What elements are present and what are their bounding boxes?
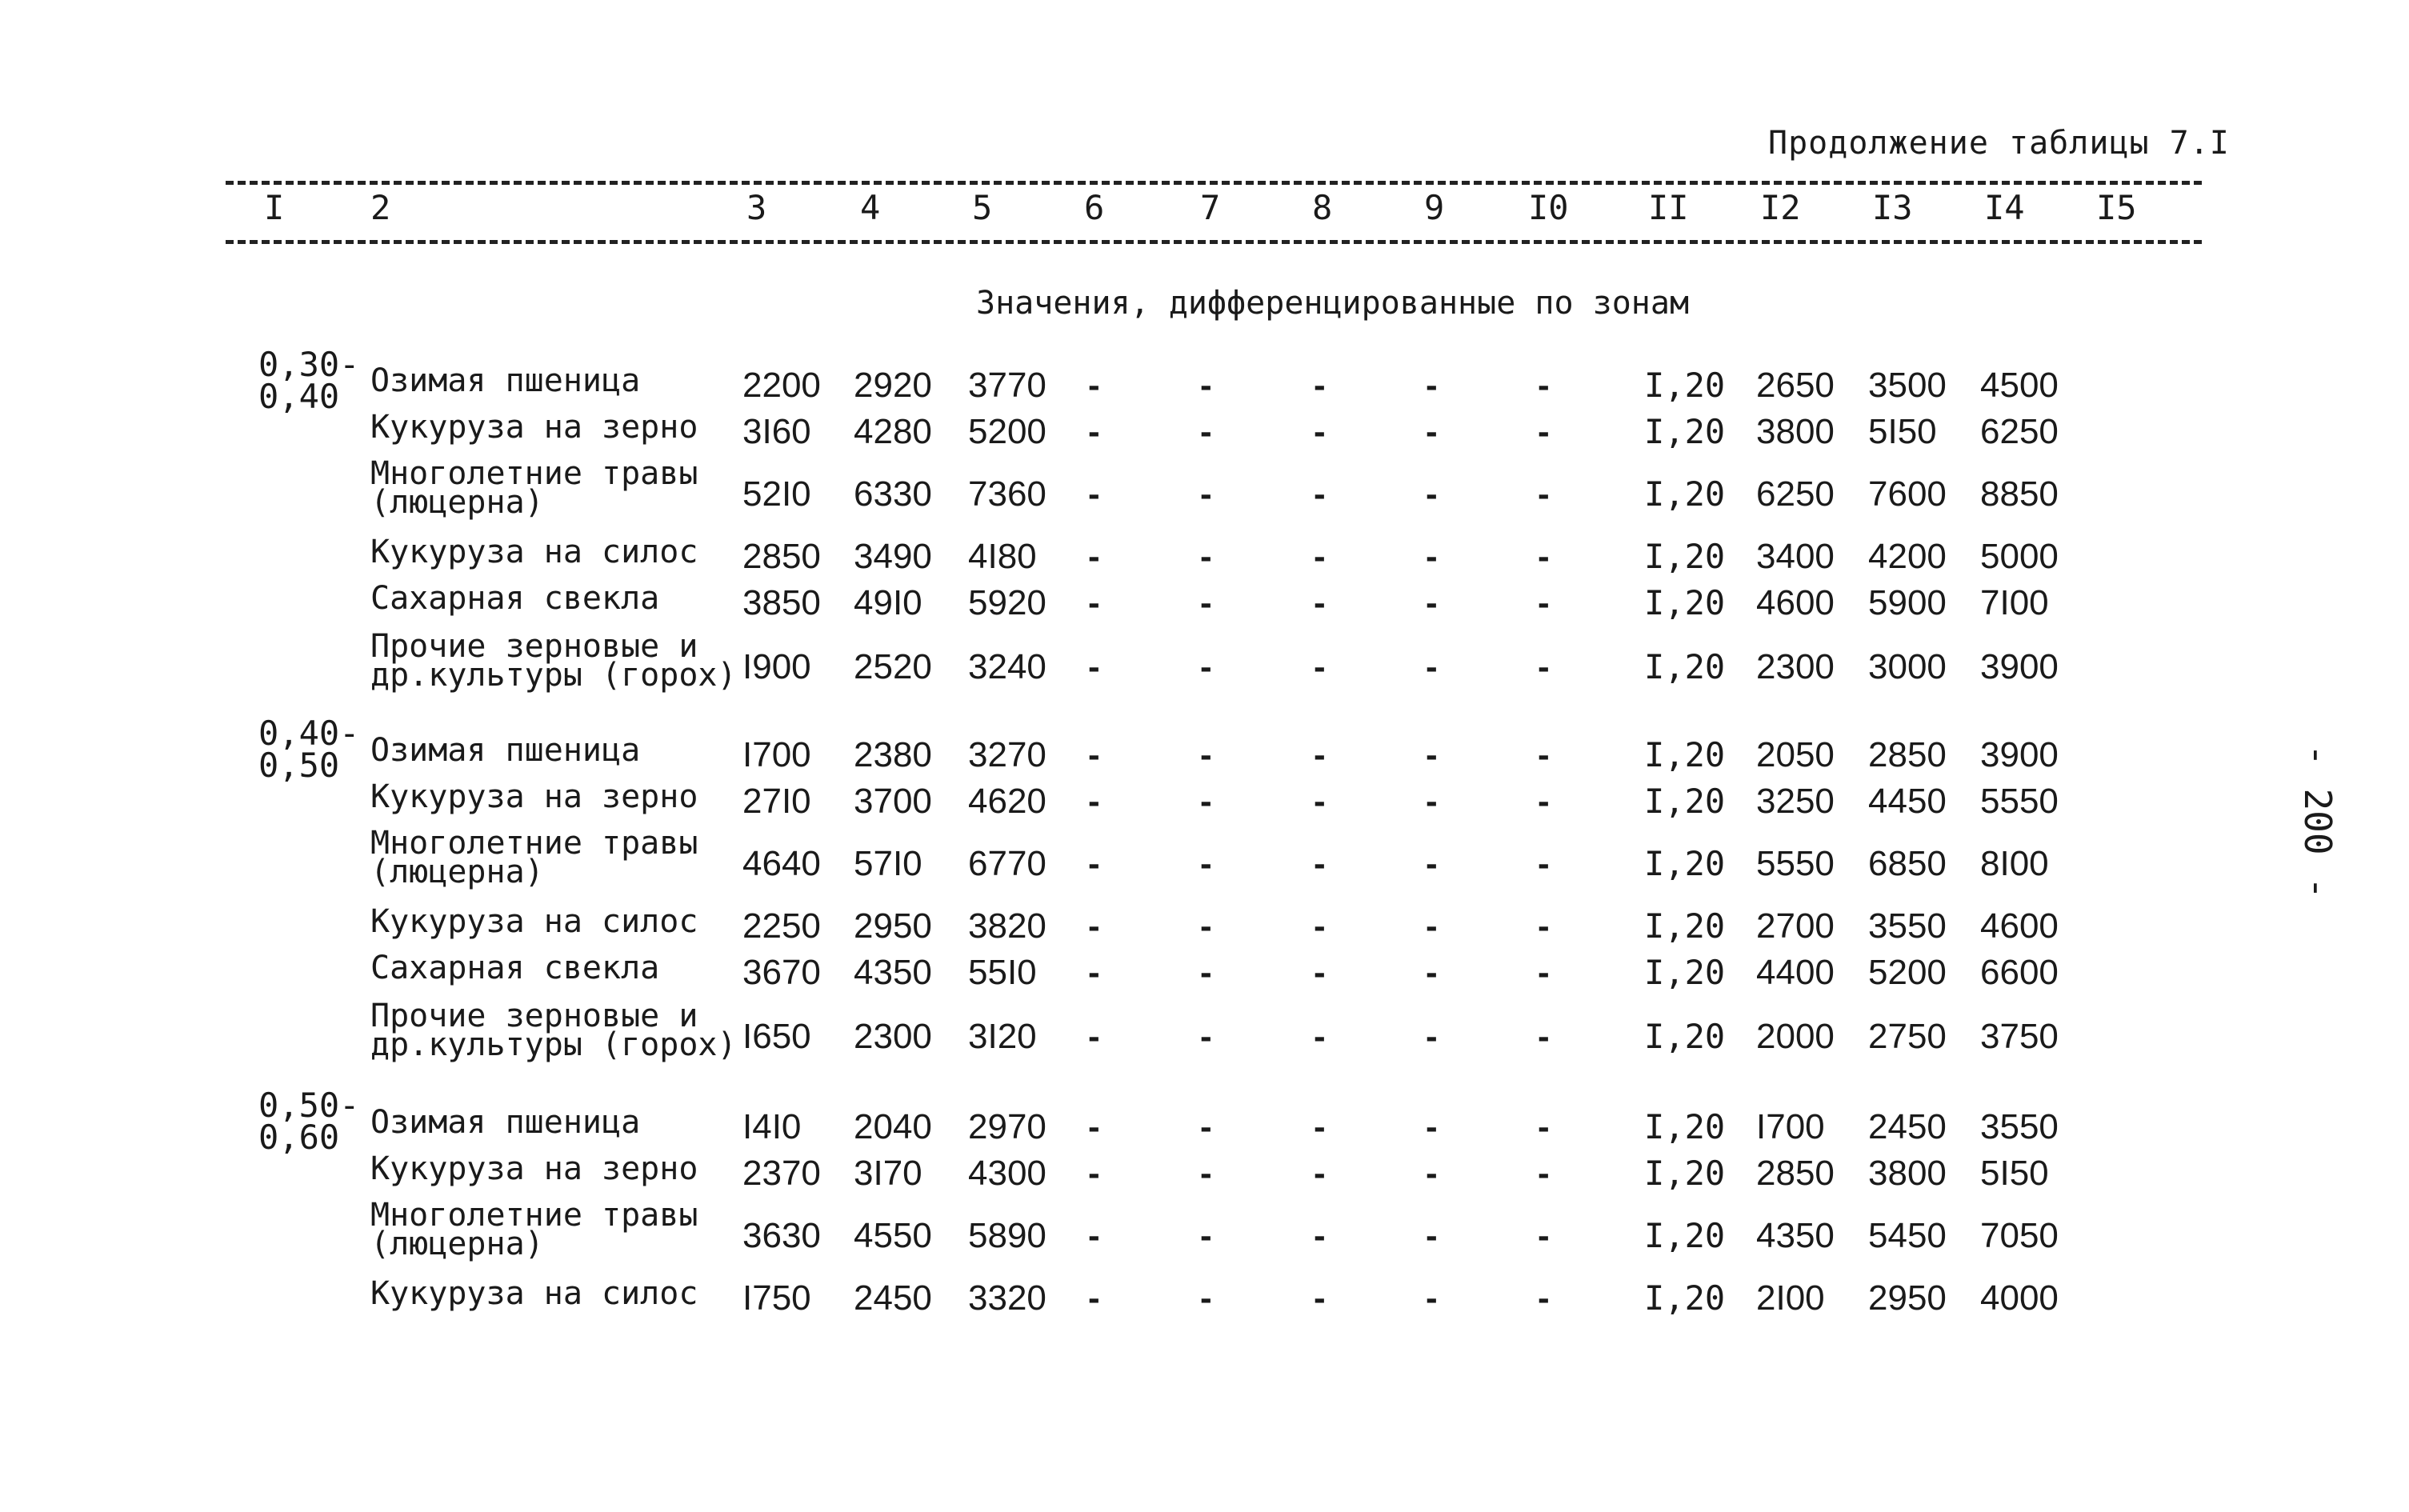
cell-d10: -: [1538, 366, 1550, 405]
crop-name: [370, 950, 660, 986]
cell-d9: -: [1426, 366, 1438, 405]
header-col-5: 5: [972, 188, 993, 227]
cell-v12: 2650: [1756, 366, 1835, 405]
cell-d8: -: [1314, 906, 1326, 946]
group-range-line: 0,60: [258, 1118, 340, 1157]
cell-d10: -: [1538, 906, 1550, 946]
cell-v14: 3900: [1980, 735, 2059, 774]
cell-v5: 6770: [968, 844, 1046, 883]
cell-v13: 5200: [1868, 953, 1947, 992]
cell-d10: -: [1538, 412, 1550, 451]
cell-v11: I,20: [1644, 1278, 1726, 1318]
cell-d8: -: [1314, 735, 1326, 774]
cell-v3: 3630: [742, 1216, 821, 1255]
cell-d8: -: [1314, 1154, 1326, 1193]
page-number: - 200 -: [2295, 744, 2339, 899]
cell-v14: 5I50: [1980, 1154, 2049, 1193]
cell-d6: -: [1088, 735, 1100, 774]
crop-name-line: Многолетние травы: [370, 455, 698, 492]
cell-d9: -: [1426, 583, 1438, 622]
cell-v14: 7050: [1980, 1216, 2059, 1255]
cell-v11: I,20: [1644, 735, 1726, 774]
cell-v13: 2850: [1868, 735, 1947, 774]
group-range-line: 0,50: [258, 746, 340, 785]
cell-d10: -: [1538, 537, 1550, 576]
cell-v11: I,20: [1644, 366, 1726, 405]
cell-v14: 3750: [1980, 1017, 2059, 1056]
cell-d7: -: [1200, 474, 1212, 514]
cell-v5: 3240: [968, 647, 1046, 686]
cell-d8: -: [1314, 1107, 1326, 1146]
header-col-10: I0: [1528, 188, 1569, 227]
crop-name: [370, 825, 698, 890]
cell-v3: I900: [742, 647, 811, 686]
crop-name: [370, 628, 737, 694]
cell-v12: 6250: [1756, 474, 1835, 514]
cell-d7: -: [1200, 1216, 1212, 1255]
cell-d9: -: [1426, 1216, 1438, 1255]
crop-name-line: Озимая пшеница: [370, 732, 641, 769]
cell-d7: -: [1200, 366, 1212, 405]
cell-v11: I,20: [1644, 782, 1726, 821]
cell-d10: -: [1538, 735, 1550, 774]
cell-v14: 8850: [1980, 474, 2059, 514]
cell-v5: 7360: [968, 474, 1046, 514]
crop-name-line: Кукуруза на силос: [370, 1275, 698, 1312]
header-top-rule: [226, 181, 2202, 185]
cell-d7: -: [1200, 782, 1212, 821]
header-col-1: I: [264, 188, 285, 227]
cell-d8: -: [1314, 953, 1326, 992]
header-col-9: 9: [1424, 188, 1445, 227]
header-col-6: 6: [1084, 188, 1105, 227]
cell-d8: -: [1314, 366, 1326, 405]
cell-d9: -: [1426, 953, 1438, 992]
cell-d6: -: [1088, 366, 1100, 405]
crop-name-line: Многолетние травы: [370, 1197, 698, 1234]
crop-name: [370, 1150, 698, 1187]
cell-d7: -: [1200, 1278, 1212, 1318]
crop-name: [370, 1104, 641, 1141]
cell-d7: -: [1200, 906, 1212, 946]
cell-d6: -: [1088, 412, 1100, 451]
cell-d8: -: [1314, 583, 1326, 622]
cell-v3: 3670: [742, 953, 821, 992]
cell-v11: I,20: [1644, 537, 1726, 576]
cell-d8: -: [1314, 647, 1326, 686]
cell-v12: 4350: [1756, 1216, 1835, 1255]
crop-name-line: Прочие зерновые и: [370, 628, 698, 665]
cell-d6: -: [1088, 474, 1100, 514]
crop-name-line: Кукуруза на зерно: [370, 1150, 698, 1187]
cell-v5: 4300: [968, 1154, 1046, 1193]
cell-d6: -: [1088, 1278, 1100, 1318]
cell-v12: 2I00: [1756, 1278, 1825, 1318]
cell-d10: -: [1538, 1107, 1550, 1146]
cell-d7: -: [1200, 1017, 1212, 1056]
cell-d9: -: [1426, 1154, 1438, 1193]
cell-v13: 2450: [1868, 1107, 1947, 1146]
crop-name: [370, 732, 641, 769]
cell-v11: I,20: [1644, 474, 1726, 514]
header-col-8: 8: [1312, 188, 1333, 227]
cell-v14: 7I00: [1980, 583, 2049, 622]
cell-v4: 4350: [854, 953, 932, 992]
cell-v5: 3I20: [968, 1017, 1037, 1056]
cell-v4: 49I0: [854, 583, 922, 622]
cell-d6: -: [1088, 953, 1100, 992]
cell-d7: -: [1200, 1107, 1212, 1146]
group-range: [258, 714, 360, 785]
cell-v3: 2250: [742, 906, 821, 946]
cell-v5: 5920: [968, 583, 1046, 622]
cell-v5: 4620: [968, 782, 1046, 821]
cell-d6: -: [1088, 583, 1100, 622]
cell-d10: -: [1538, 1154, 1550, 1193]
header-col-11: II: [1648, 188, 1689, 227]
cell-v11: I,20: [1644, 1216, 1726, 1255]
cell-v12: 2000: [1756, 1017, 1835, 1056]
cell-d6: -: [1088, 537, 1100, 576]
cell-v3: 2850: [742, 537, 821, 576]
cell-v12: 2700: [1756, 906, 1835, 946]
group-range-line: 0,50-: [258, 1086, 360, 1125]
cell-v11: I,20: [1644, 412, 1726, 451]
cell-v5: 4I80: [968, 537, 1037, 576]
cell-v14: 3900: [1980, 647, 2059, 686]
cell-v3: I4I0: [742, 1107, 802, 1146]
cell-v12: 4600: [1756, 583, 1835, 622]
cell-d8: -: [1314, 537, 1326, 576]
cell-v3: 2370: [742, 1154, 821, 1193]
cell-d7: -: [1200, 953, 1212, 992]
cell-d7: -: [1200, 647, 1212, 686]
cell-v14: 6250: [1980, 412, 2059, 451]
cell-d8: -: [1314, 844, 1326, 883]
cell-v12: 3800: [1756, 412, 1835, 451]
cell-d9: -: [1426, 1278, 1438, 1318]
cell-d10: -: [1538, 1017, 1550, 1056]
section-subtitle: Значения, дифференцированные по зонам: [976, 285, 1690, 322]
group-range: [258, 1086, 360, 1157]
cell-d9: -: [1426, 474, 1438, 514]
cell-d9: -: [1426, 647, 1438, 686]
cell-v5: 55I0: [968, 953, 1037, 992]
cell-v4: 6330: [854, 474, 932, 514]
crop-name-line: др.культуры (горох): [370, 1026, 737, 1063]
cell-v11: I,20: [1644, 953, 1726, 992]
header-col-2: 2: [370, 188, 391, 227]
group-range-line: 0,40: [258, 377, 340, 416]
cell-d10: -: [1538, 583, 1550, 622]
cell-d8: -: [1314, 1278, 1326, 1318]
header-col-14: I4: [1984, 188, 2025, 227]
cell-v4: 3I70: [854, 1154, 922, 1193]
crop-name-line: Сахарная свекла: [370, 950, 660, 986]
cell-v13: 2950: [1868, 1278, 1947, 1318]
cell-d6: -: [1088, 782, 1100, 821]
crop-name-line: Кукуруза на зерно: [370, 409, 698, 446]
crop-name: [370, 1197, 698, 1262]
cell-v13: 3500: [1868, 366, 1947, 405]
cell-d8: -: [1314, 412, 1326, 451]
crop-name: [370, 998, 737, 1063]
cell-d7: -: [1200, 735, 1212, 774]
cell-d6: -: [1088, 647, 1100, 686]
cell-v4: 3490: [854, 537, 932, 576]
cell-d6: -: [1088, 1017, 1100, 1056]
cell-d10: -: [1538, 474, 1550, 514]
cell-d7: -: [1200, 844, 1212, 883]
cell-v14: 5000: [1980, 537, 2059, 576]
cell-v3: 3I60: [742, 412, 811, 451]
cell-v11: I,20: [1644, 1154, 1726, 1193]
cell-v11: I,20: [1644, 583, 1726, 622]
cell-v4: 4550: [854, 1216, 932, 1255]
cell-v4: 2450: [854, 1278, 932, 1318]
cell-v11: I,20: [1644, 647, 1726, 686]
crop-name: [370, 580, 660, 617]
crop-name-line: др.культуры (горох): [370, 657, 737, 694]
cell-d6: -: [1088, 1216, 1100, 1255]
cell-v13: 7600: [1868, 474, 1947, 514]
cell-d9: -: [1426, 782, 1438, 821]
crop-name-line: (люцерна): [370, 854, 544, 890]
group-range-line: 0,40-: [258, 714, 360, 753]
header-col-12: I2: [1760, 188, 1801, 227]
crop-name-line: (люцерна): [370, 1226, 544, 1262]
group-range-line: 0,30-: [258, 345, 360, 384]
crop-name-line: Многолетние травы: [370, 825, 698, 862]
cell-v4: 57I0: [854, 844, 922, 883]
cell-d8: -: [1314, 474, 1326, 514]
cell-v12: 4400: [1756, 953, 1835, 992]
header-col-3: 3: [746, 188, 767, 227]
crop-name-line: (люцерна): [370, 484, 544, 521]
crop-name: [370, 903, 698, 940]
cell-v3: 3850: [742, 583, 821, 622]
cell-v13: 3000: [1868, 647, 1947, 686]
cell-v3: 4640: [742, 844, 821, 883]
cell-v3: I750: [742, 1278, 811, 1318]
cell-v12: 2050: [1756, 735, 1835, 774]
cell-v12: 5550: [1756, 844, 1835, 883]
cell-v3: 27I0: [742, 782, 811, 821]
crop-name-line: Кукуруза на силос: [370, 534, 698, 570]
crop-name-line: Сахарная свекла: [370, 580, 660, 617]
cell-v11: I,20: [1644, 844, 1726, 883]
cell-d6: -: [1088, 906, 1100, 946]
header-col-15: I5: [2096, 188, 2137, 227]
cell-d9: -: [1426, 412, 1438, 451]
cell-v3: I650: [742, 1017, 811, 1056]
cell-v5: 3820: [968, 906, 1046, 946]
cell-v4: 2380: [854, 735, 932, 774]
cell-d6: -: [1088, 1154, 1100, 1193]
cell-v12: 3400: [1756, 537, 1835, 576]
cell-v13: 3550: [1868, 906, 1947, 946]
cell-v3: I700: [742, 735, 811, 774]
cell-v12: 2850: [1756, 1154, 1835, 1193]
cell-v4: 2300: [854, 1017, 932, 1056]
cell-v3: 2200: [742, 366, 821, 405]
cell-v4: 4280: [854, 412, 932, 451]
cell-d7: -: [1200, 583, 1212, 622]
cell-v12: 2300: [1756, 647, 1835, 686]
cell-v5: 2970: [968, 1107, 1046, 1146]
cell-d6: -: [1088, 844, 1100, 883]
cell-v4: 2520: [854, 647, 932, 686]
cell-d10: -: [1538, 647, 1550, 686]
cell-v14: 4000: [1980, 1278, 2059, 1318]
cell-v4: 2920: [854, 366, 932, 405]
cell-d8: -: [1314, 1216, 1326, 1255]
crop-name: [370, 455, 698, 521]
cell-v11: I,20: [1644, 906, 1726, 946]
cell-d10: -: [1538, 1278, 1550, 1318]
crop-name-line: Кукуруза на зерно: [370, 778, 698, 815]
cell-v4: 2950: [854, 906, 932, 946]
crop-name: [370, 534, 698, 570]
cell-v4: 3700: [854, 782, 932, 821]
cell-v5: 3770: [968, 366, 1046, 405]
cell-v14: 6600: [1980, 953, 2059, 992]
cell-d10: -: [1538, 844, 1550, 883]
cell-v13: 6850: [1868, 844, 1947, 883]
cell-v3: 52I0: [742, 474, 811, 514]
cell-d9: -: [1426, 1017, 1438, 1056]
cell-d7: -: [1200, 412, 1212, 451]
cell-v13: 4450: [1868, 782, 1947, 821]
cell-v4: 2040: [854, 1107, 932, 1146]
cell-v13: 5900: [1868, 583, 1947, 622]
cell-d8: -: [1314, 1017, 1326, 1056]
cell-v5: 5200: [968, 412, 1046, 451]
cell-v11: I,20: [1644, 1017, 1726, 1056]
cell-v14: 3550: [1980, 1107, 2059, 1146]
header-bottom-rule: [226, 240, 2202, 244]
crop-name: [370, 1275, 698, 1312]
cell-d7: -: [1200, 537, 1212, 576]
cell-d9: -: [1426, 735, 1438, 774]
cell-d8: -: [1314, 782, 1326, 821]
cell-v12: I700: [1756, 1107, 1825, 1146]
cell-v13: 4200: [1868, 537, 1947, 576]
crop-name-line: Прочие зерновые и: [370, 998, 698, 1034]
header-col-13: I3: [1872, 188, 1913, 227]
cell-v13: 2750: [1868, 1017, 1947, 1056]
cell-v14: 8I00: [1980, 844, 2049, 883]
cell-v12: 3250: [1756, 782, 1835, 821]
group-range: [258, 345, 360, 416]
cell-v5: 5890: [968, 1216, 1046, 1255]
cell-v5: 3320: [968, 1278, 1046, 1318]
table-caption: Продолжение таблицы 7.I: [1768, 125, 2230, 162]
cell-v13: 5450: [1868, 1216, 1947, 1255]
cell-v14: 5550: [1980, 782, 2059, 821]
cell-d10: -: [1538, 1216, 1550, 1255]
cell-v11: I,20: [1644, 1107, 1726, 1146]
header-col-4: 4: [860, 188, 881, 227]
cell-v13: 5I50: [1868, 412, 1937, 451]
crop-name-line: Озимая пшеница: [370, 362, 641, 399]
header-col-7: 7: [1200, 188, 1221, 227]
crop-name-line: Кукуруза на силос: [370, 903, 698, 940]
cell-d10: -: [1538, 953, 1550, 992]
cell-d9: -: [1426, 537, 1438, 576]
cell-v14: 4600: [1980, 906, 2059, 946]
crop-name: [370, 362, 641, 399]
cell-d7: -: [1200, 1154, 1212, 1193]
cell-v5: 3270: [968, 735, 1046, 774]
crop-name: [370, 409, 698, 446]
cell-d9: -: [1426, 1107, 1438, 1146]
cell-d9: -: [1426, 844, 1438, 883]
crop-name: [370, 778, 698, 815]
cell-d10: -: [1538, 782, 1550, 821]
cell-v13: 3800: [1868, 1154, 1947, 1193]
crop-name-line: Озимая пшеница: [370, 1104, 641, 1141]
cell-v14: 4500: [1980, 366, 2059, 405]
cell-d6: -: [1088, 1107, 1100, 1146]
cell-d9: -: [1426, 906, 1438, 946]
